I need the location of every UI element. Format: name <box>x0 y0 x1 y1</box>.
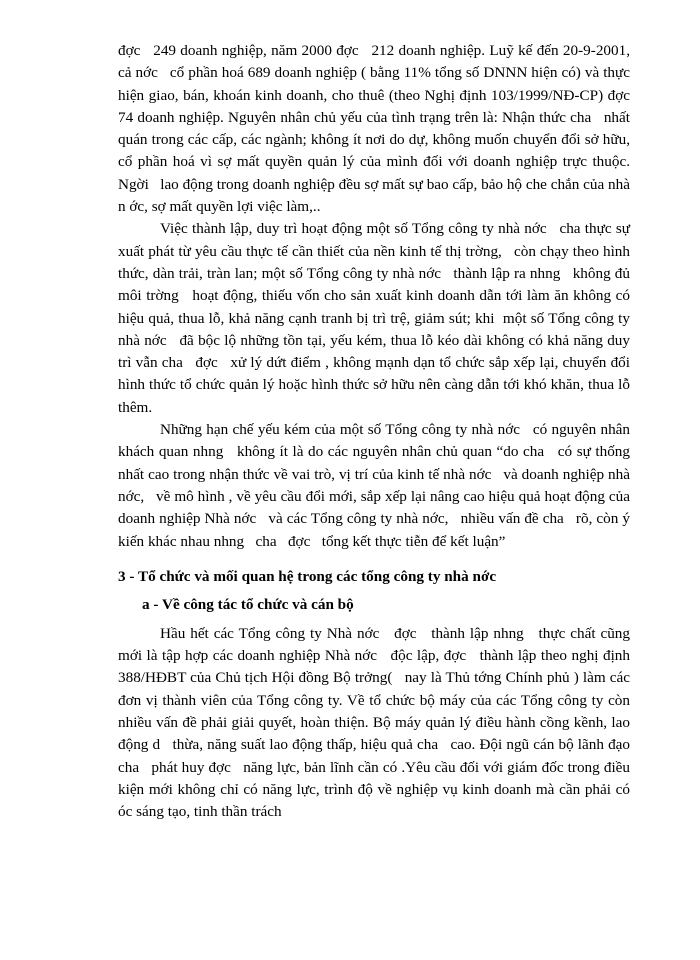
section-subheading: a - Về công tác tổ chức và cán bộ <box>142 595 354 613</box>
paragraph-establishment: Việc thành lập, duy trì hoạt động một số Tổng công ty nhà nớc cha thực sự xuất phát từ yêu cầu thực tế cần thiết của nền kinh tế thị trờng, còn chạy theo hình thức, dàn trải, tràn lan; một số Tổng công ty nhà nớc thành lập ra nhng không đủ môi trờng hoạt động, thiếu vốn cho sản xuất kinh doanh dẫn tới làm ăn không có hiệu quả, thua lỗ, khả năng cạnh tranh bị trì trệ, giảm sút; khi một số Tổng công ty nhà nớc đã bộc lộ những tồn tại, yếu kém, thua lỗ kéo dài không có khả năng duy trì vẫn cha đợc xử lý dứt điểm , không mạnh dạn tổ chức sắp xếp lại, chuyển đổi hình thức tổ chức quản lý hoặc hình thức sở hữu nên càng dẫn tới khó khăn, thua lỗ thêm. <box>118 220 634 416</box>
section-heading: 3 - Tổ chức và mối quan hệ trong các tổng công ty nhà nớc <box>118 567 497 585</box>
paragraph-limitations: Những hạn chế yếu kém của một số Tổng công ty nhà nớc có nguyên nhân khách quan nhng không ít là do các nguyên nhân chủ quan “do cha có sự thống nhất cao trong nhận thức về vai trò, vị trí của kinh tế nhà nớc và doanh nghiệp nhà nớc, về mô hình , về yêu cầu đổi mới, sắp xếp lại nâng cao hiệu quả hoạt động của doanh nghiệp Nhà nớc và các Tổng công ty nhà nớc, nhiều vấn đề cha rõ, còn ý kiến khác nhau nhng cha đợc tổng kết thực tiễn để kết luận” <box>118 421 634 550</box>
paragraph-privatization: đợc 249 doanh nghiệp, năm 2000 đợc 212 doanh nghiệp. Luỹ kế đến 20-9-2001, cả nớc cổ phần hoá 689 doanh nghiệp ( bằng 11% tổng số DNNN hiện có) và thực hiện giao, bán, khoán kinh doanh, cho thuê (theo Nghị định 103/1999/NĐ-CP) đợc 74 doanh nghiệp. Nguyên nhân chủ yếu của tình trạng trên là: Nhận thức cha nhất quán trong các cấp, các ngành; không ít nơi do dự, không muốn chuyển đổi sở hữu, cổ phần hoá vì sợ mất quyền quản lý của mình đối với doanh nghiệp trực thuộc. Ngời lao động trong doanh nghiệp đều sợ mất sự bao cấp, bảo hộ che chắn của nhà n ớc, sợ mất quyền lợi việc làm,.. <box>118 42 642 216</box>
paragraph-organization: Hầu hết các Tổng công ty Nhà nớc đợc thành lập nhng thực chất cũng mới là tập hợp các doanh nghiệp Nhà nớc độc lập, đợc thành lập theo nghị định 388/HĐBT của Chủ tịch Hội đồng Bộ trởng( nay là Thủ tớng Chính phủ ) làm các đơn vị thành viên của Tổng công ty. Về tổ chức bộ máy của các Tổng công ty còn nhiều vấn đề phải giải quyết, hoàn thiện. Bộ máy quản lý điều hành cồng kềnh, lao động d thừa, năng suất lao động thấp, hiệu quả cha cao. Đội ngũ cán bộ lãnh đạo cha phát huy đợc năng lực, bản lĩnh cần có .Yêu cầu đối với giám đốc trong điều kiện mới không chỉ có năng lực, trình độ về nghiệp vụ kinh doanh mà cần phải có óc sáng tạo, tinh thần trách <box>118 624 634 821</box>
